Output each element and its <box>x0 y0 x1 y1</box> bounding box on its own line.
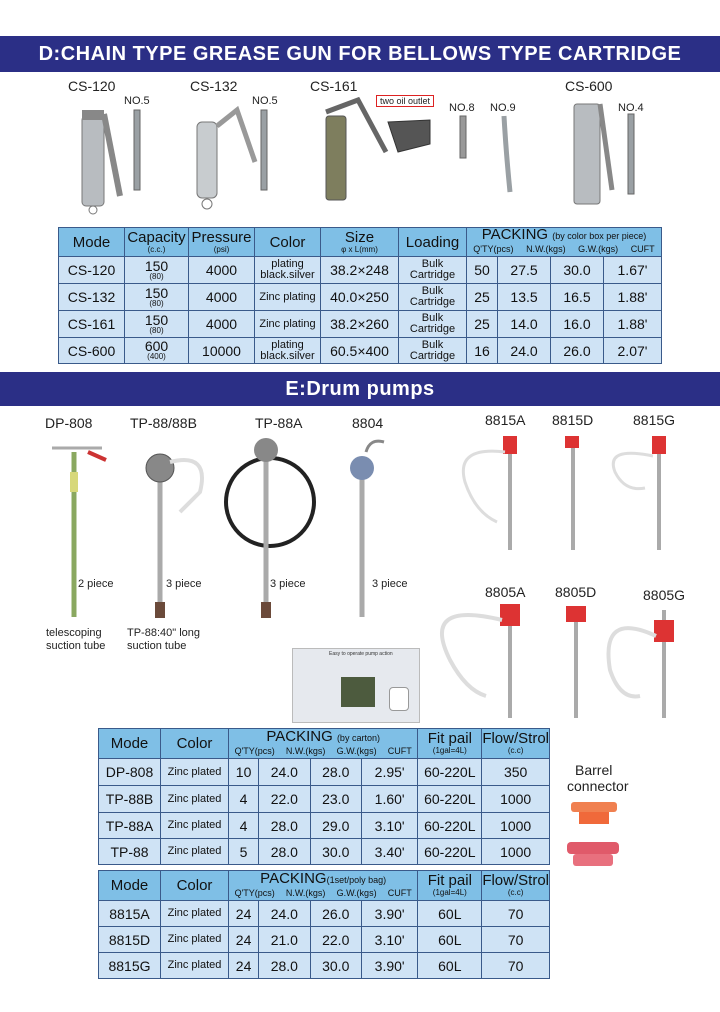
product-label-tp88a: TP-88A <box>255 415 303 431</box>
piece-note: 2 piece <box>78 578 114 590</box>
section-e-title: E:Drum pumps <box>0 372 720 406</box>
drum-pump-8815-spec-table <box>98 870 550 979</box>
pump-action-photo: Easy to operate pump action <box>292 648 420 723</box>
col-header-mode: Mode <box>99 729 161 759</box>
drum-pump-8805-series-image <box>430 600 700 725</box>
col-header-packing: PACKING (by color box per piece) Q'TY(pcs) N.W.(kgs) G.W.(kgs) CUFT <box>467 228 662 257</box>
telescoping-caption: telescoping suction tube <box>46 627 106 652</box>
barrel-connector-label: Barrel connector <box>567 762 629 794</box>
grease-gun-cs132-image <box>185 92 285 212</box>
col-header-fit-pail: Fit pail (1gal=4L) <box>418 729 482 759</box>
section-d-title: D:CHAIN TYPE GREASE GUN FOR BELLOWS TYPE CARTRIDGE <box>0 36 720 72</box>
grease-gun-cs161-image <box>310 92 530 202</box>
col-header-fit-pail: Fit pail (1gal=4L) <box>418 871 482 901</box>
piece-note: 3 piece <box>270 578 306 590</box>
table-row: TP-88 Zinc plated 5 28.0 30.0 3.40' 60-220L 1000 <box>99 839 550 865</box>
col-header-size: Size φ x L(mm) <box>321 228 399 257</box>
drum-pump-spec-table <box>98 728 550 865</box>
drum-pump-dp808-image <box>40 432 120 622</box>
product-label-8805a: 8805A <box>485 584 526 600</box>
grease-gun-cs600-image <box>560 90 660 212</box>
product-label-cs120: CS-120 <box>68 78 116 94</box>
nozzle-label: NO.5 <box>252 95 278 107</box>
col-header-packing: PACKING (by carton) Q'TY(pcs) N.W.(kgs) G.W.(kgs) CUFT <box>229 729 418 759</box>
table-row: 8815D Zinc plated 24 21.0 22.0 3.10' 60L 70 <box>99 927 550 953</box>
barrel-connector-image <box>565 798 625 870</box>
drum-pump-tp88-image <box>130 432 220 622</box>
col-header-pressure: Pressure (psi) <box>189 228 255 257</box>
table-row: DP-808 Zinc plated 10 24.0 28.0 2.95' 60-220L 350 <box>99 759 550 786</box>
table-row: TP-88A Zinc plated 4 28.0 29.0 3.10' 60-220L 1000 <box>99 813 550 839</box>
drum-pump-8815-series-image <box>455 432 710 557</box>
two-oil-outlet-callout: two oil outlet <box>376 95 434 107</box>
col-header-color: Color <box>161 729 229 759</box>
product-label-cs132: CS-132 <box>190 78 238 94</box>
col-header-loading: Loading <box>399 228 467 257</box>
grease-gun-spec-table <box>58 227 662 364</box>
col-header-color: Color <box>255 228 321 257</box>
table-row: CS-600 600 (400) 10000 plating black.silver 60.5×400 Bulk Cartridge 16 24.0 26.0 2.07' <box>59 338 662 364</box>
tp88-caption: TP-88:40" long suction tube <box>127 627 201 652</box>
col-header-packing: PACKING(1set/poly bag) Q'TY(pcs) N.W.(kgs) G.W.(kgs) CUFT <box>229 871 418 901</box>
product-label-8805d: 8805D <box>555 584 597 600</box>
product-label-8804: 8804 <box>352 415 384 431</box>
col-header-color: Color <box>161 871 229 901</box>
product-label-8815a: 8815A <box>485 412 526 428</box>
col-header-mode: Mode <box>99 871 161 901</box>
nozzle-label: NO.8 <box>449 102 475 114</box>
product-label-dp808: DP-808 <box>45 415 93 431</box>
product-label-8805g: 8805G <box>643 587 686 603</box>
grease-gun-cs120-image <box>60 92 160 218</box>
table-row: 8815A Zinc plated 24 24.0 26.0 3.90' 60L 70 <box>99 901 550 927</box>
col-header-flow: Flow/Strol (c.c) <box>482 729 550 759</box>
product-label-8815g: 8815G <box>633 412 676 428</box>
drum-pump-8804-image <box>340 432 400 622</box>
product-label-cs161: CS-161 <box>310 78 358 94</box>
table-row: CS-161 150 (80) 4000 Zinc plating 38.2×260 Bulk Cartridge 25 14.0 16.0 1.88' <box>59 311 662 338</box>
col-header-capacity: Capacity (c.c.) <box>125 228 189 257</box>
table-row: 8815G Zinc plated 24 28.0 30.0 3.90' 60L 70 <box>99 953 550 979</box>
table-row: CS-120 150 (80) 4000 plating black.silver 38.2×248 Bulk Cartridge 50 27.5 30.0 1.67' <box>59 257 662 284</box>
product-label-8815d: 8815D <box>552 412 594 428</box>
product-label-cs600: CS-600 <box>565 78 613 94</box>
col-header-mode: Mode <box>59 228 125 257</box>
nozzle-label: NO.4 <box>618 102 644 114</box>
drum-pump-tp88a-image <box>222 432 332 622</box>
table-row: CS-132 150 (80) 4000 Zinc plating 40.0×250 Bulk Cartridge 25 13.5 16.5 1.88' <box>59 284 662 311</box>
table-row: TP-88B Zinc plated 4 22.0 23.0 1.60' 60-220L 1000 <box>99 786 550 813</box>
product-label-tp88-88b: TP-88/88B <box>130 415 197 431</box>
piece-note: 3 piece <box>372 578 408 590</box>
col-header-flow: Flow/Strol (c.c) <box>482 871 550 901</box>
nozzle-label: NO.5 <box>124 95 150 107</box>
piece-note: 3 piece <box>166 578 202 590</box>
nozzle-label: NO.9 <box>490 102 516 114</box>
